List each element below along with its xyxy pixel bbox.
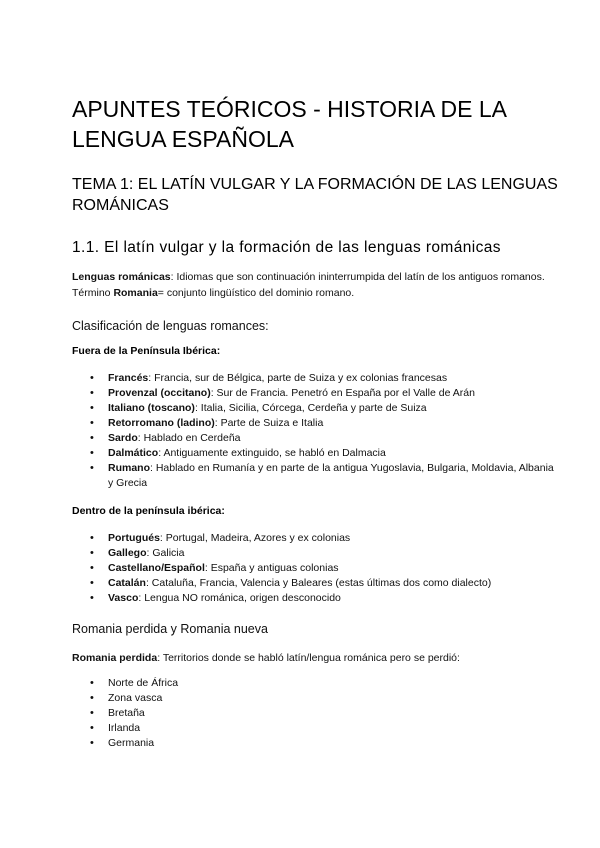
list-item: • Zona vasca <box>72 691 560 706</box>
intro-paragraph: Lenguas románicas: Idiomas que son continuación ininterrumpida del latín de los antiguos romanos. Término Romania= conjunto lingüístico del dominio romano. <box>72 271 545 299</box>
list-item: • Catalán: Cataluña, Francia, Valencia y Baleares (estas últimas dos como dialecto) <box>72 576 560 591</box>
romania-heading: Romania perdida y Romania nueva <box>72 622 268 636</box>
list-item: • Provenzal (occitano): Sur de Francia. Penetró en España por el Valle de Arán <box>72 386 560 401</box>
term-romania-perdida: Romania perdida <box>72 652 158 664</box>
dentro-label: Dentro de la península ibérica: <box>72 505 225 517</box>
dentro-list <box>72 531 560 606</box>
list-item: • Castellano/Español: España y antiguas colonias <box>72 561 560 576</box>
term-romania: Romania <box>113 287 158 299</box>
list-item: • Francés: Francia, sur de Bélgica, parte de Suiza y ex colonias francesas <box>72 371 560 386</box>
list-item: • Portugués: Portugal, Madeira, Azores y ex colonias <box>72 531 560 546</box>
romania-perdida-list <box>72 676 560 751</box>
fuera-list <box>72 371 560 491</box>
section-heading: 1.1. El latín vulgar y la formación de las lenguas románicas <box>72 239 501 256</box>
list-item: • Sardo: Hablado en Cerdeña <box>72 431 560 446</box>
list-item: • Gallego: Galicia <box>72 546 560 561</box>
fuera-label: Fuera de la Península Ibérica: <box>72 345 221 357</box>
romania-perdida-paragraph: Romania perdida: Territorios donde se habló latín/lengua románica pero se perdió: <box>72 652 460 664</box>
clasificacion-heading: Clasificación de lenguas romances: <box>72 319 269 333</box>
list-item: • Vasco: Lengua NO románica, origen desconocido <box>72 591 560 606</box>
list-item: • Italiano (toscano): Italia, Sicilia, Córcega, Cerdeña y parte de Suiza <box>72 401 560 416</box>
list-item: • Norte de África <box>72 676 560 691</box>
list-item: • Dalmático: Antiguamente extinguido, se habló en Dalmacia <box>72 446 560 461</box>
list-item: • Germania <box>72 736 560 751</box>
document-title: APUNTES TEÓRICOS - HISTORIA DE LA LENGUA ESPAÑOLA <box>72 96 506 152</box>
list-item: • Rumano: Hablado en Rumanía y en parte de la antigua Yugoslavia, Bulgaria, Moldavia, Albania y Grecia <box>72 461 560 491</box>
list-item: • Bretaña <box>72 706 560 721</box>
list-item: • Retorromano (ladino): Parte de Suiza e Italia <box>72 416 560 431</box>
term-lenguas-romanicas: Lenguas románicas <box>72 271 171 283</box>
list-item: • Irlanda <box>72 721 560 736</box>
tema-heading: TEMA 1: EL LATÍN VULGAR Y LA FORMACIÓN DE LAS LENGUAS ROMÁNICAS <box>72 176 558 214</box>
